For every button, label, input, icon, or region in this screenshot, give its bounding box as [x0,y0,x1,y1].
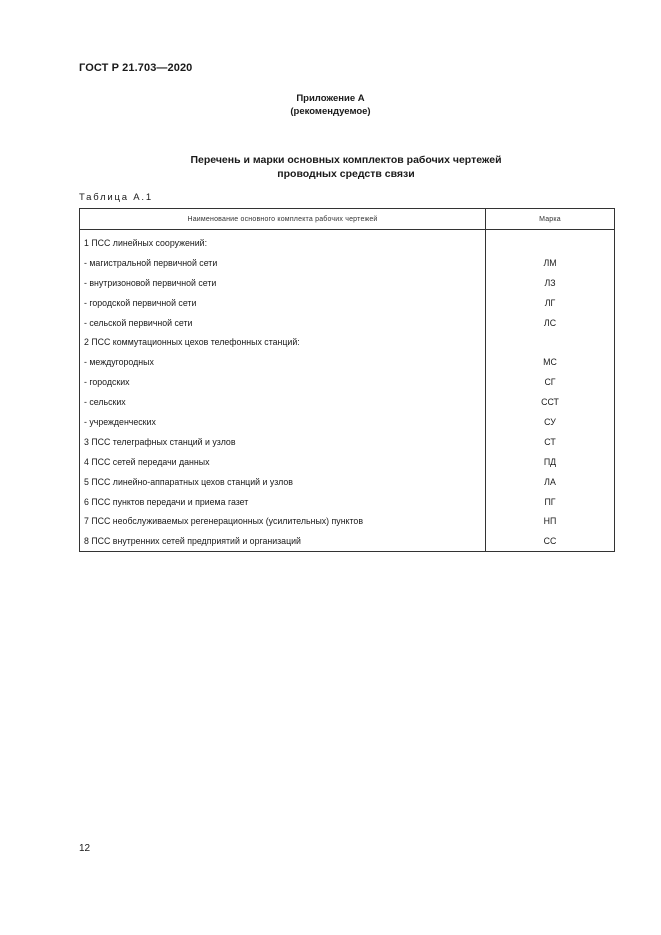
table-row [80,293,615,313]
row-name: 6 ПСС пунктов передачи и приема газет [80,492,486,512]
row-mark: ЛГ [486,293,615,313]
row-name: 4 ПСС сетей передачи данных [80,452,486,472]
row-mark: МС [486,352,615,372]
table-row [80,412,615,432]
row-mark: ПД [486,452,615,472]
table-row [80,472,615,492]
row-mark: ССТ [486,392,615,412]
row-name: 1 ПСС линейных сооружений: [80,230,486,253]
row-mark: ЛА [486,472,615,492]
table-row [80,253,615,273]
row-name: - городских [80,372,486,392]
table-row [80,492,615,512]
row-mark [486,332,615,352]
marks-table [79,208,615,552]
document-code: ГОСТ Р 21.703—2020 [79,62,193,74]
row-mark: СС [486,531,615,551]
row-name: 8 ПСС внутренних сетей предприятий и организаций [80,531,486,551]
document-title-line-2: проводных средств связи [277,168,415,180]
row-name: - магистральной первичной сети [80,253,486,273]
row-mark [486,230,615,253]
row-name: - междугородных [80,352,486,372]
row-name: - сельских [80,392,486,412]
table-header-row [80,209,615,230]
table-row [80,273,615,293]
row-mark: ПГ [486,492,615,512]
row-mark: СГ [486,372,615,392]
row-mark: СТ [486,432,615,452]
row-name: - учрежденческих [80,412,486,432]
row-name: - городской первичной сети [80,293,486,313]
table-row [80,352,615,372]
row-name: - внутризоновой первичной сети [80,273,486,293]
appendix-status: (рекомендуемое) [290,106,371,117]
row-mark: ЛЗ [486,273,615,293]
column-header-name: Наименование основного комплекта рабочих чертежей [80,209,486,230]
row-mark: ЛС [486,313,615,333]
table-row [80,313,615,333]
page-number: 12 [79,843,91,854]
table-row [80,230,615,253]
row-mark: ЛМ [486,253,615,273]
table-row [80,392,615,412]
column-header-mark: Марка [486,209,615,230]
table-caption: Таблица А.1 [79,192,153,203]
row-name: 2 ПСС коммутационных цехов телефонных станций: [80,332,486,352]
table-row [80,432,615,452]
row-name: 3 ПСС телеграфных станций и узлов [80,432,486,452]
appendix-title: Приложение А [296,93,365,104]
table-row [80,511,615,531]
document-title-line-1: Перечень и марки основных комплектов рабочих чертежей [190,154,502,166]
table-row [80,372,615,392]
row-mark: СУ [486,412,615,432]
row-name: 7 ПСС необслуживаемых регенерационных (усилительных) пунктов [80,511,486,531]
table-row [80,531,615,551]
row-name: - сельской первичной сети [80,313,486,333]
row-name: 5 ПСС линейно-аппаратных цехов станций и узлов [80,472,486,492]
table-row [80,332,615,352]
row-mark: НП [486,511,615,531]
table-row [80,452,615,472]
